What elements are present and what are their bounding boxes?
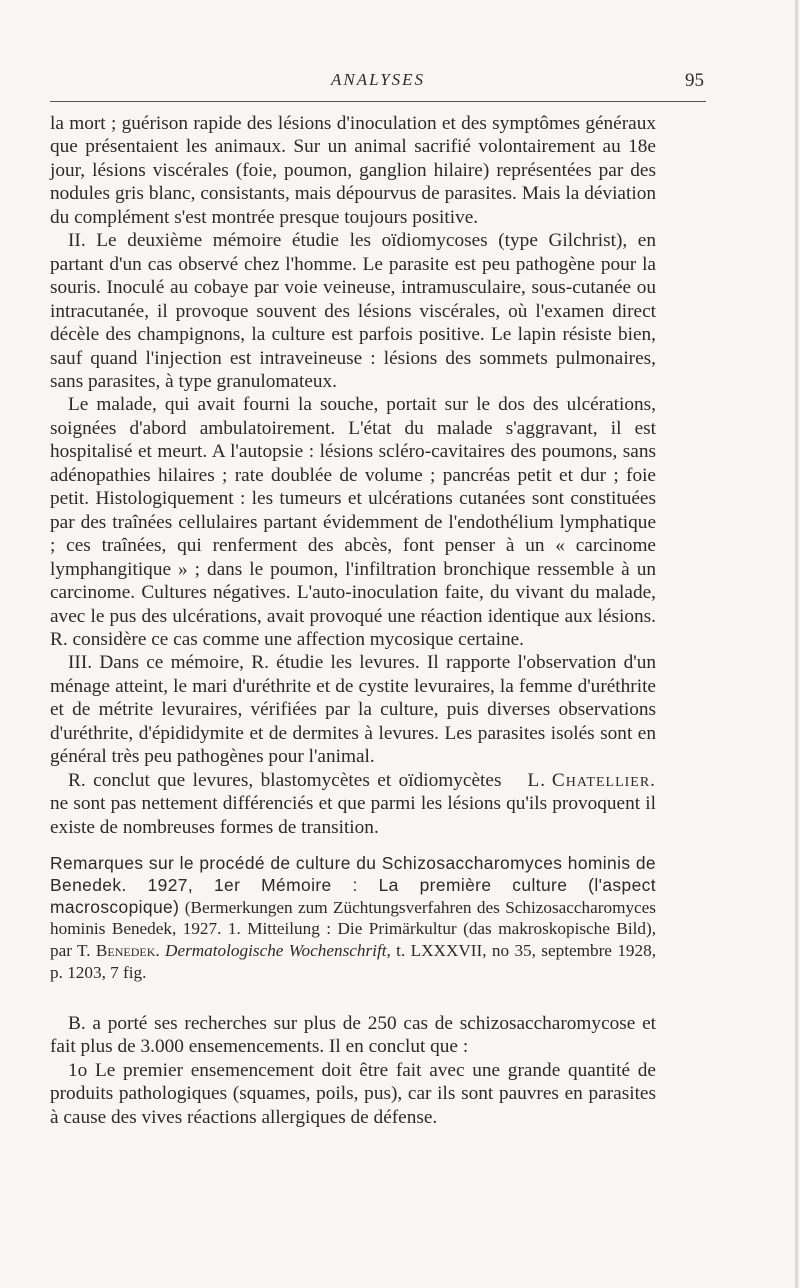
article-heading	[50, 853, 656, 984]
article-title: Remarques sur le procédé de culture du Schizosaccharomyces hominis de Benedek. 1927, 1er Mémoire : La première culture (l'aspect macroscopique)	[50, 853, 656, 917]
running-head: ANALYSES	[330, 70, 426, 89]
paragraph-malade: Le malade, qui avait fourni la souche, portait sur le dos des ulcérations, soignées d'abord ambulatoirement. L'état du malade s'aggravant, il est hospitalisé et meurt. A l'autopsie : lésions scléro-cavitaires des poumons, sans adénopathies hilaires ; rate doublée de volume ; pancréas petit et dur ; foie petit. Histologiquement : les tumeurs et ulcérations cutanées sont constituées par des traînées cellulaires partant évidemment de l'endothélium lymphatique ; ces traînées, qui renferment des abcès, font penser à un « carcinome lymphangitique » ; dans le poumon, l'infiltration bronchique ressemble à un carcinome. Cultures négatives. L'auto-inoculation faite, du vivant du malade, avec le pus des ulcérations, avait provoqué une réaction identique aux lésions. R. considère ce cas comme une affection mycosique certaine.	[50, 394, 656, 650]
article-journal: Dermatologische Wochenschrift,	[165, 941, 391, 961]
conclusion-text: R. conclut que levures, blastomycètes et oïdiomycètes ne sont pas nettement différenciés et que parmi les lésions qu'ils provoquent il existe de nombreuses formes de transition.	[50, 769, 656, 838]
paragraph-mort: la mort ; guérison rapide des lésions d'inoculation et des symptômes généraux que présentaient les animaux. Sur un animal sacrifié volontairement au 18e jour, lésions viscérales (foie, poumon, ganglion hilaire) représentées par des nodules gris blanc, consistants, mais dépourvus de parasites. Mais la déviation du complément s'est montrée presque toujours positive.	[50, 113, 656, 228]
paragraph-conclusion	[50, 769, 656, 839]
article-reference-details: t. LXXXVII, no 35, septembre 1928, p. 1203, 7 fig.	[50, 941, 656, 983]
page-header	[50, 68, 706, 94]
page-number: 95	[685, 70, 704, 91]
article-author: Benedek.	[95, 941, 160, 961]
paragraph-point-1: 1o Le premier ensemencement doit être fait avec une grande quantité de produits pathologiques (squames, poils, pus), car ils sont pauvres en parasites à cause des vives réactions allergiques de défense.	[50, 1059, 656, 1128]
article-reference: (Bermerkungen zum Züchtungsverfahren des Schizosaccharomyces hominis Benedek, 1927. 1. Mitteilung : Die Primärkultur (das makroskopische Bild), par T.	[50, 897, 656, 961]
author-signature: L. Chatellier.	[527, 769, 656, 791]
page-binding-edge	[795, 0, 798, 1288]
page-body	[50, 112, 656, 1129]
paragraph-memoire-ii: II. Le deuxième mémoire étudie les oïdiomycoses (type Gilchrist), en partant d'un cas observé chez l'homme. Le parasite est peu pathogène pour la souris. Inoculé au cobaye par voie veineuse, intramusculaire, sous-cutanée ou intracutanée, il provoque souvent des lésions viscérales, où l'examen direct décèle des champignons, la culture est parfois positive. Le lapin résiste bien, sauf quand l'injection est intraveineuse : lésions des sommets pulmonaires, sans parasites, à type granulomateux.	[50, 230, 656, 392]
paragraph-memoire-iii: III. Dans ce mémoire, R. étudie les levures. Il rapporte l'observation d'un ménage atteint, le mari d'uréthrite et de cystite levuraires, la femme d'uréthrite et de métrite levuraires, vérifiées par la culture, puis diverses observations d'uréthrite, d'épididymite et de dermites à levures. Les parasites isolés sont en général très peu pathogènes pour l'animal.	[50, 652, 656, 768]
paragraph-b: B. a porté ses recherches sur plus de 250 cas de schizosaccharomycose et fait plus de 3.000 ensemencements. Il en conclut que :	[50, 1013, 656, 1058]
header-rule	[50, 101, 706, 102]
